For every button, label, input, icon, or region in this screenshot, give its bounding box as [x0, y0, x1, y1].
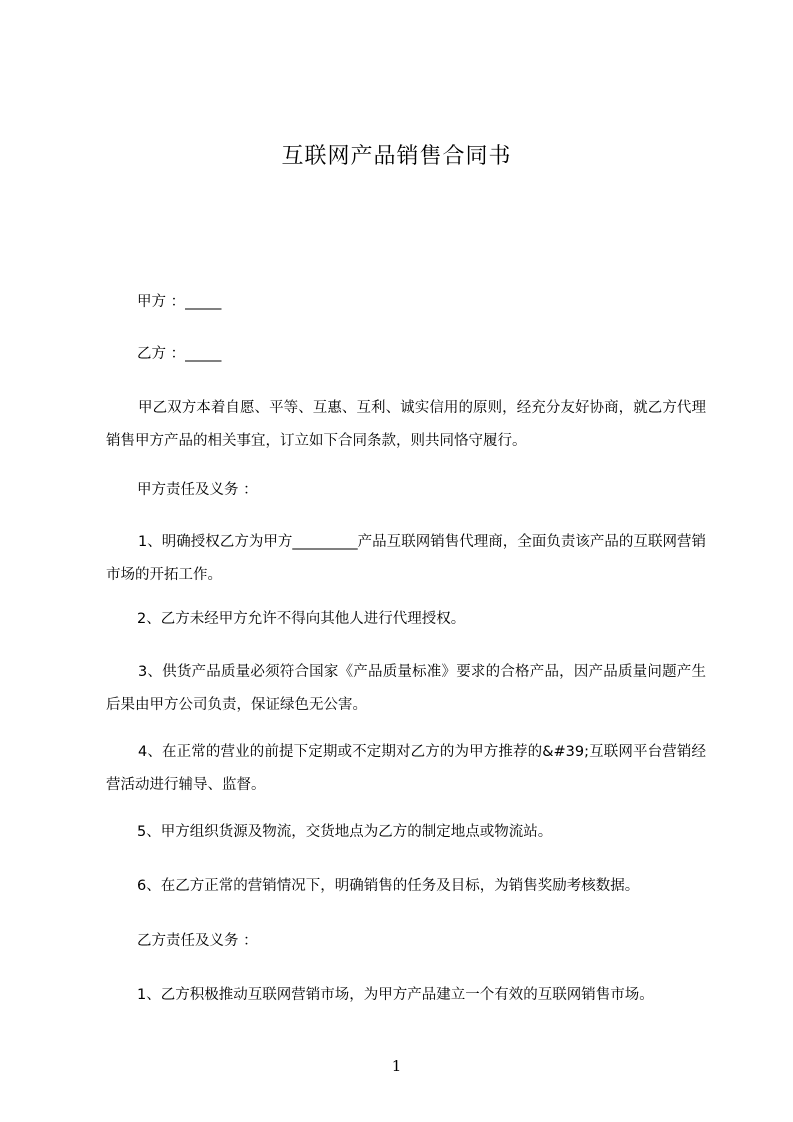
section-a-heading: 甲方责任及义务 ：: [137, 482, 258, 498]
document-title: 互联网产品销售合同书: [281, 144, 512, 169]
party-b-line: 乙方 ：_____: [137, 346, 222, 362]
intro-paragraph: 甲乙双方本着自愿、平等、互惠、互利、诚实信用的原则，经充分友好协商，就乙方代理销售甲方产品的相关事宜，订立如下合同条款，则共同恪守履行。: [106, 400, 706, 449]
section-a-item: 6、在乙方正常的营销情况下，明确销售的任务及目标，为销售奖励考核数据。: [137, 878, 640, 894]
section-b-heading: 乙方责任及义务 ：: [137, 933, 258, 949]
page-number: 1: [391, 1057, 402, 1075]
section-a-item: 5、甲方组织货源及物流，交货地点为乙方的制定地点或物流站。: [137, 824, 553, 840]
section-a-item: 2、乙方未经甲方允许不得向其他人进行代理授权。: [137, 611, 466, 627]
section-a-item: 1、明确授权乙方为甲方_________产品互联网销售代理商，全面负责该产品的互联网营销市场的开拓工作。: [106, 534, 706, 583]
party-a-line: 甲方 ：_____: [137, 294, 222, 310]
section-b-item: 1、乙方积极推动互联网营销市场，为甲方产品建立一个有效的互联网销售市场。: [137, 987, 654, 1003]
section-a-item: 4、在正常的营业的前提下定期或不定期对乙方的为甲方推荐的&#39;互联网平台营销经营活动进行辅导、监督。: [106, 744, 706, 793]
section-a-item: 3、供货产品质量必须符合国家《产品质量标准》要求的合格产品，因产品质量问题产生后果由甲方公司负责，保证绿色无公害。: [106, 664, 706, 713]
